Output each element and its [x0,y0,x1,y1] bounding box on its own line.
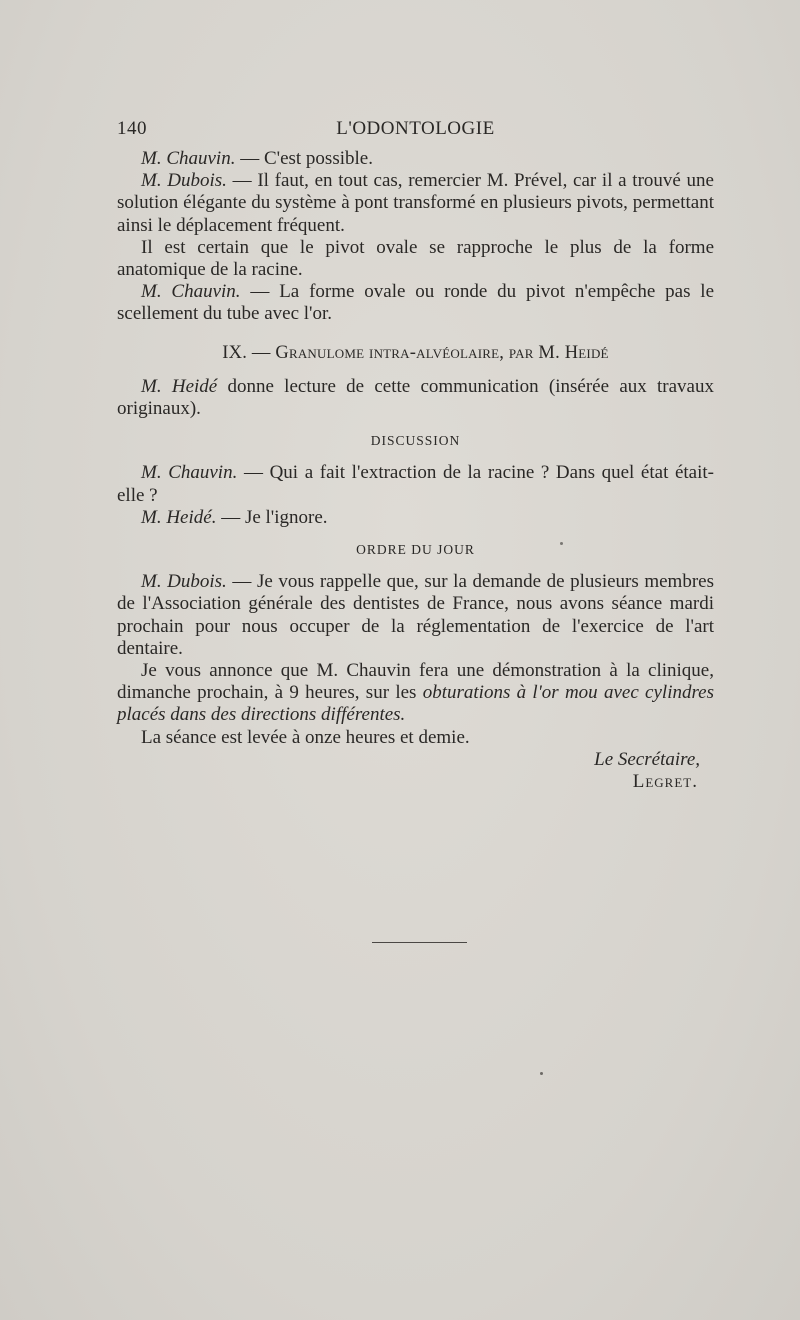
paragraph [117,507,714,529]
signature-role: Le Secrétaire, [594,748,700,770]
section-main-title: Granulome intra-alvéolaire, [275,342,505,363]
paragraph-text: — C'est possible. [235,148,373,169]
speaker-name: M. Heidé [141,375,218,397]
paragraph [117,571,714,660]
paragraph-text: — La forme ovale ou ronde du pivot n'empêche pas le scellement du tube avec l'or. [117,281,714,325]
running-title: L'ODONTOLOGIE [336,118,495,139]
paragraph [117,727,714,749]
speaker-name: M. Heidé. [141,506,217,528]
paragraph [117,376,714,420]
signature-name: Legret. [632,771,698,793]
section-by: par M. [504,342,565,363]
paragraph-text: — Je l'ignore. [216,506,328,528]
page-number: 140 [117,118,147,139]
paragraph [117,462,714,506]
speaker-name: M. Chauvin. [141,281,241,303]
paragraph-text: — Je vous rappelle que, sur la demande de plusieurs membres de l'Association générale des dentistes de France, nous avons séance mardi prochain pour nous occuper de la réglementation de l'exercice de l'art dentaire. [117,571,714,659]
discussion-heading: DISCUSSION [370,433,461,449]
paragraph-text: — Il faut, en tout cas, remercier M. Prével, car il a trouvé une solution élégante du système à pont transformé en plusieurs pivots, permettant ainsi le déplacement fréquent. [117,170,714,236]
page-body [117,148,714,793]
speaker-name: M. Dubois. [141,571,227,593]
section-author: Heidé [564,342,609,363]
agenda-heading: ORDRE DU JOUR [356,542,475,558]
paragraph-text: Je vous annonce que M. Chauvin fera une démonstration à la clinique, dimanche prochain, à 9 heures, sur les [117,660,714,704]
section-title [117,342,714,364]
paragraph [117,281,714,325]
paragraph [117,237,714,281]
paragraph [117,660,714,727]
end-rule [372,942,467,943]
ink-speck [540,1072,543,1075]
speaker-name: M. Chauvin. [141,148,236,169]
paragraph [117,148,714,170]
speaker-name: M. Chauvin. [141,462,238,484]
paragraph-italic-text: obturations à l'or mou avec cylindres placés dans des directions différentes. [117,682,714,726]
paragraph-text: donne lecture de cette communication (insérée aux travaux originaux). [117,375,714,420]
speaker-name: M. Dubois. [141,170,227,192]
section-numeral: IX. — [222,342,276,363]
paragraph [117,170,714,237]
ink-speck [560,542,563,545]
paragraph-text: La séance est levée à onze heures et demie. [141,726,470,748]
paragraph-text: — Qui a fait l'extraction de la racine ? Dans quel état était-elle ? [117,462,714,506]
paragraph-text: Il est certain que le pivot ovale se rapproche le plus de la forme anatomique de la racine. [117,236,714,281]
